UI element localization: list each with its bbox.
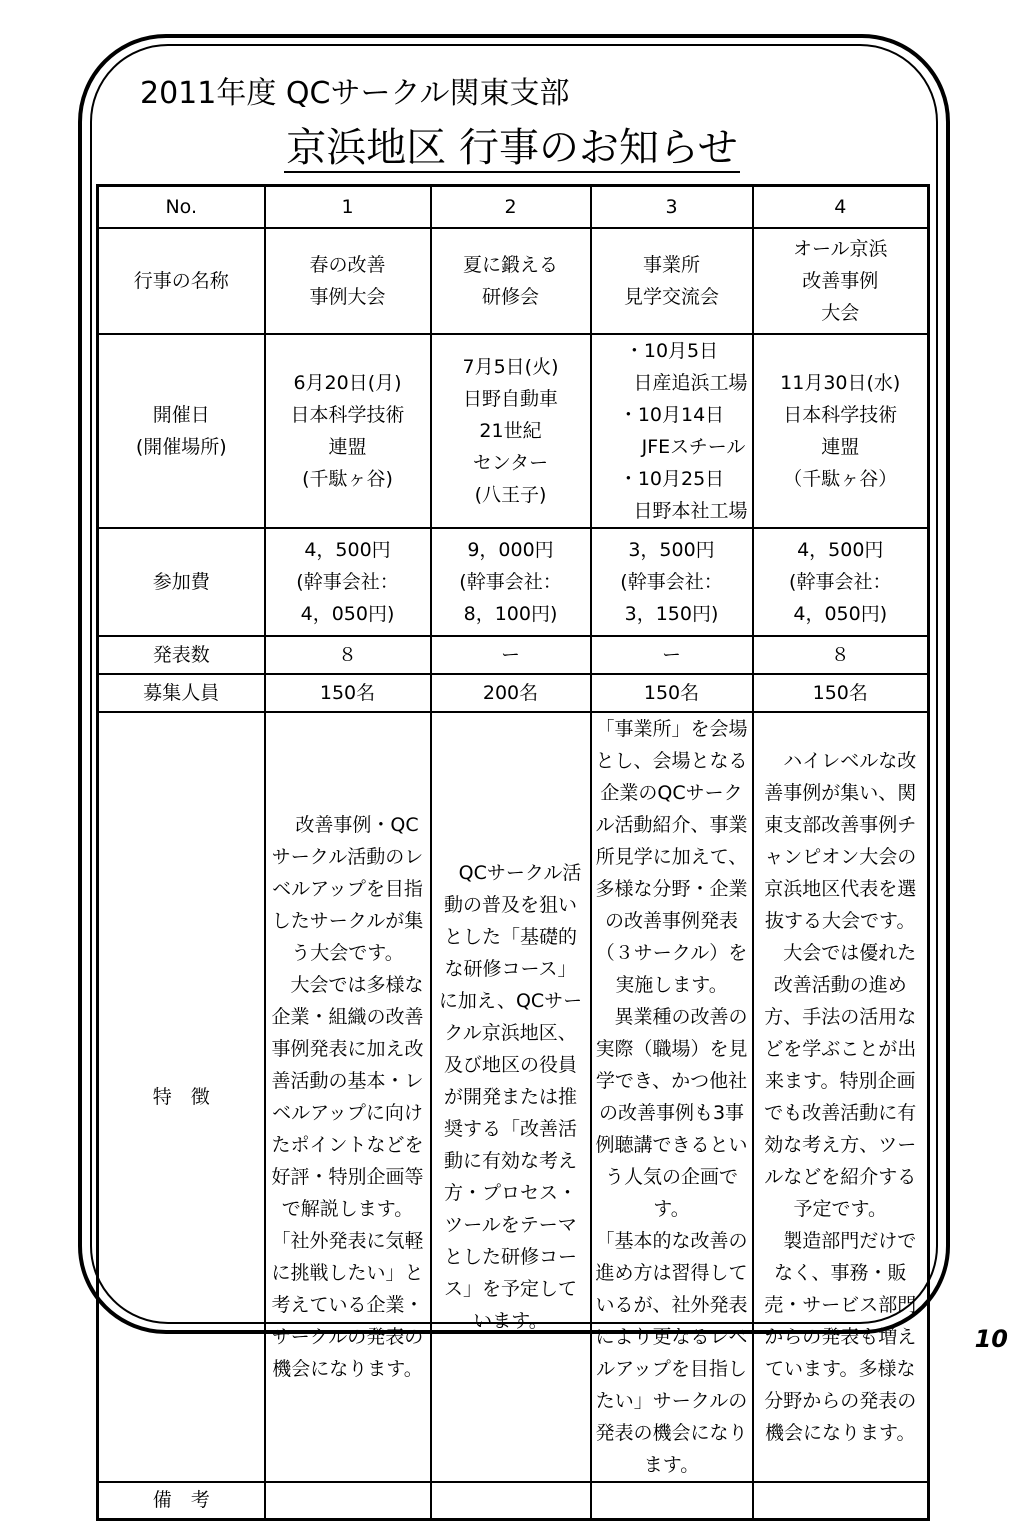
event-remarks [753, 1482, 929, 1520]
event-no-cell: 4 [753, 186, 929, 228]
event-date-cell [591, 334, 753, 528]
event-name-cell [753, 228, 929, 334]
row-date [98, 334, 929, 528]
row-features [98, 712, 929, 1482]
page-title [0, 122, 1024, 174]
row-label-features: 特 徴 [98, 712, 265, 1482]
event-features: 「事業所」を会場とし、会場となる企業のQCサークル活動紹介、事業所見学に加えて、多様な分野・企業の改善事例発表（３サークル）を実施します。 異業種の改善の実際（職場）を見学でき、かつ他社の改善事例も3事例聴講できるという人気の企画です。 「基本的な改善の進め方は習得しているが、社外発表により更なるレベルアップを目指したい」サークルの発表の機会になります。 [595, 717, 748, 1476]
event-capacity: 150名 [591, 674, 753, 712]
subtitle: 2011年度 QCサークル関東支部 [140, 76, 570, 111]
row-label-presentations: 発表数 [98, 636, 265, 674]
event-fee-cell [265, 528, 431, 636]
row-no [98, 186, 929, 228]
event-date-cell [431, 334, 591, 528]
event-fee-cell [591, 528, 753, 636]
event-no-cell: 3 [591, 186, 753, 228]
event-features-cell [265, 712, 431, 1482]
row-label-date: 開催日 (開催場所) [135, 403, 227, 458]
event-presentations: ー [591, 636, 753, 674]
row-label-remarks: 備 考 [98, 1482, 265, 1520]
event-remarks [431, 1482, 591, 1520]
event-features: ハイレベルな改善事例が集い、関東支部改善事例チャンピオン大会の京浜地区代表を選抜する大会です。 大会では優れた改善活動の進め方、手法の活用などを学ぶことが出来ます。特別企画でも改善活動に有効な考え方、ツールなどを紹介する予定です。 製造部門だけでなく、事務・販売・サービス部門からの発表も増えています。多様な分野からの発表の機会になります。 [764, 749, 917, 1444]
event-presentations: ー [431, 636, 591, 674]
event-remarks [591, 1482, 753, 1520]
event-name: 春の改善 事例大会 [309, 253, 386, 308]
event-features-cell [591, 712, 753, 1482]
page-number: 10 [974, 1325, 1008, 1353]
event-name: オール京浜 改善事例 大会 [792, 237, 888, 324]
row-capacity [98, 674, 929, 712]
event-date-cell [265, 334, 431, 528]
page-title-text: 京浜地区 行事のお知らせ [286, 125, 738, 171]
event-presentations: ８ [753, 636, 929, 674]
event-name: 夏に鍛える 研修会 [462, 253, 558, 308]
event-no-cell: 2 [431, 186, 591, 228]
event-fee-cell [431, 528, 591, 636]
event-fee: 9，000円 (幹事会社： 8，100円) [459, 538, 562, 625]
event-remarks [265, 1482, 431, 1520]
event-name-cell [591, 228, 753, 334]
row-name [98, 228, 929, 334]
event-name-cell [431, 228, 591, 334]
row-label-capacity: 募集人員 [98, 674, 265, 712]
event-date-cell [753, 334, 929, 528]
event-fee-cell [753, 528, 929, 636]
event-date-venue: ・10月5日 日産追浜工場 ・10月14日 JFEスチール ・10月25日 日野本社工場 [618, 339, 748, 522]
event-fee: 3，500円 (幹事会社： 3，150円) [620, 538, 723, 625]
event-no-cell: 1 [265, 186, 431, 228]
event-capacity: 200名 [431, 674, 591, 712]
events-table [96, 184, 930, 1521]
row-label-fee: 参加費 [98, 528, 265, 636]
event-fee: 4，500円 (幹事会社： 4，050円) [296, 538, 399, 625]
event-features: 改善事例・QCサークル活動のレベルアップを目指したサークルが集う大会です。 大会では多様な企業・組織の改善事例発表に加え改善活動の基本・レベルアップに向けたポイントなどを好評・特別企画等で解説します。 「社外発表に気軽に挑戦したい」と考えている企業・サークルの発表の機会になります。 [271, 813, 424, 1380]
row-remarks [98, 1482, 929, 1520]
event-features-cell [753, 712, 929, 1482]
event-date-venue: 7月5日(火) 日野自動車 21世紀 センター (八王子) [462, 355, 559, 506]
event-features: QCサークル活動の普及を狙いとした「基礎的な研修コース」に加え、QCサークル京浜地区、及び地区の役員が開発または推奨する「改善活動に有効な考え方・プロセス・ツールをテーマとした研修コース」を予定しています。 [438, 861, 583, 1332]
row-label-date-cell [98, 334, 265, 528]
event-date-venue: 6月20日(月) 日本科学技術 連盟 (千駄ヶ谷) [290, 371, 405, 490]
event-fee: 4，500円 (幹事会社： 4，050円) [789, 538, 892, 625]
event-date-venue: 11月30日(水) 日本科学技術 連盟 （千駄ヶ谷） [780, 371, 901, 490]
row-label-no: No. [98, 186, 265, 228]
event-capacity: 150名 [753, 674, 929, 712]
row-label-name: 行事の名称 [98, 228, 265, 334]
event-presentations: ８ [265, 636, 431, 674]
event-features-cell [431, 712, 591, 1482]
event-capacity: 150名 [265, 674, 431, 712]
event-name-cell [265, 228, 431, 334]
event-name: 事業所 見学交流会 [623, 253, 719, 308]
row-fee [98, 528, 929, 636]
row-presentations [98, 636, 929, 674]
